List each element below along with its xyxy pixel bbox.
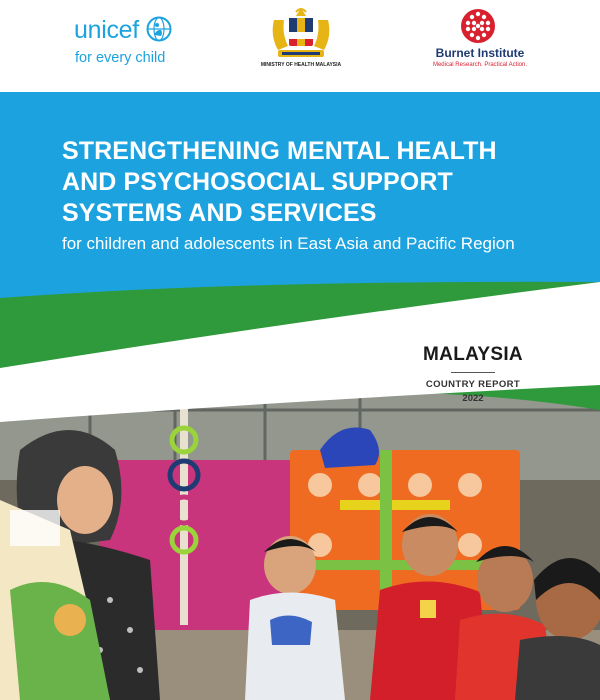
ministry-caption: MINISTRY OF HEALTH MALAYSIA	[260, 62, 342, 68]
report-year: 2022	[462, 393, 484, 404]
title-line-1: STRENGTHENING MENTAL HEALTH	[62, 137, 497, 165]
report-title	[62, 136, 582, 229]
report-subtitle: for children and adolescents in East Asia and Pacific Region	[62, 234, 515, 253]
burnet-institute-logo	[430, 8, 530, 72]
report-type: COUNTRY REPORT	[425, 379, 521, 390]
unicef-logo	[74, 14, 184, 74]
logo-bar	[0, 0, 600, 92]
burnet-name: Burnet Institute	[435, 46, 525, 60]
unicef-wordmark: unicef	[74, 16, 139, 44]
unicef-globe-icon	[146, 16, 172, 42]
country-block	[398, 344, 548, 404]
malaysia-coat-of-arms-icon	[268, 6, 334, 60]
unicef-tagline: for every child	[75, 50, 166, 66]
title-line-3: SYSTEMS AND SERVICES	[62, 199, 377, 227]
country-divider	[451, 372, 495, 373]
country-name: MALAYSIA	[423, 344, 523, 365]
burnet-tagline: Medical Research. Practical Action.	[432, 62, 528, 68]
burnet-mark-icon	[460, 8, 496, 44]
ministry-of-health-logo	[258, 6, 344, 72]
title-line-2: AND PSYCHOSOCIAL SUPPORT	[62, 168, 453, 196]
